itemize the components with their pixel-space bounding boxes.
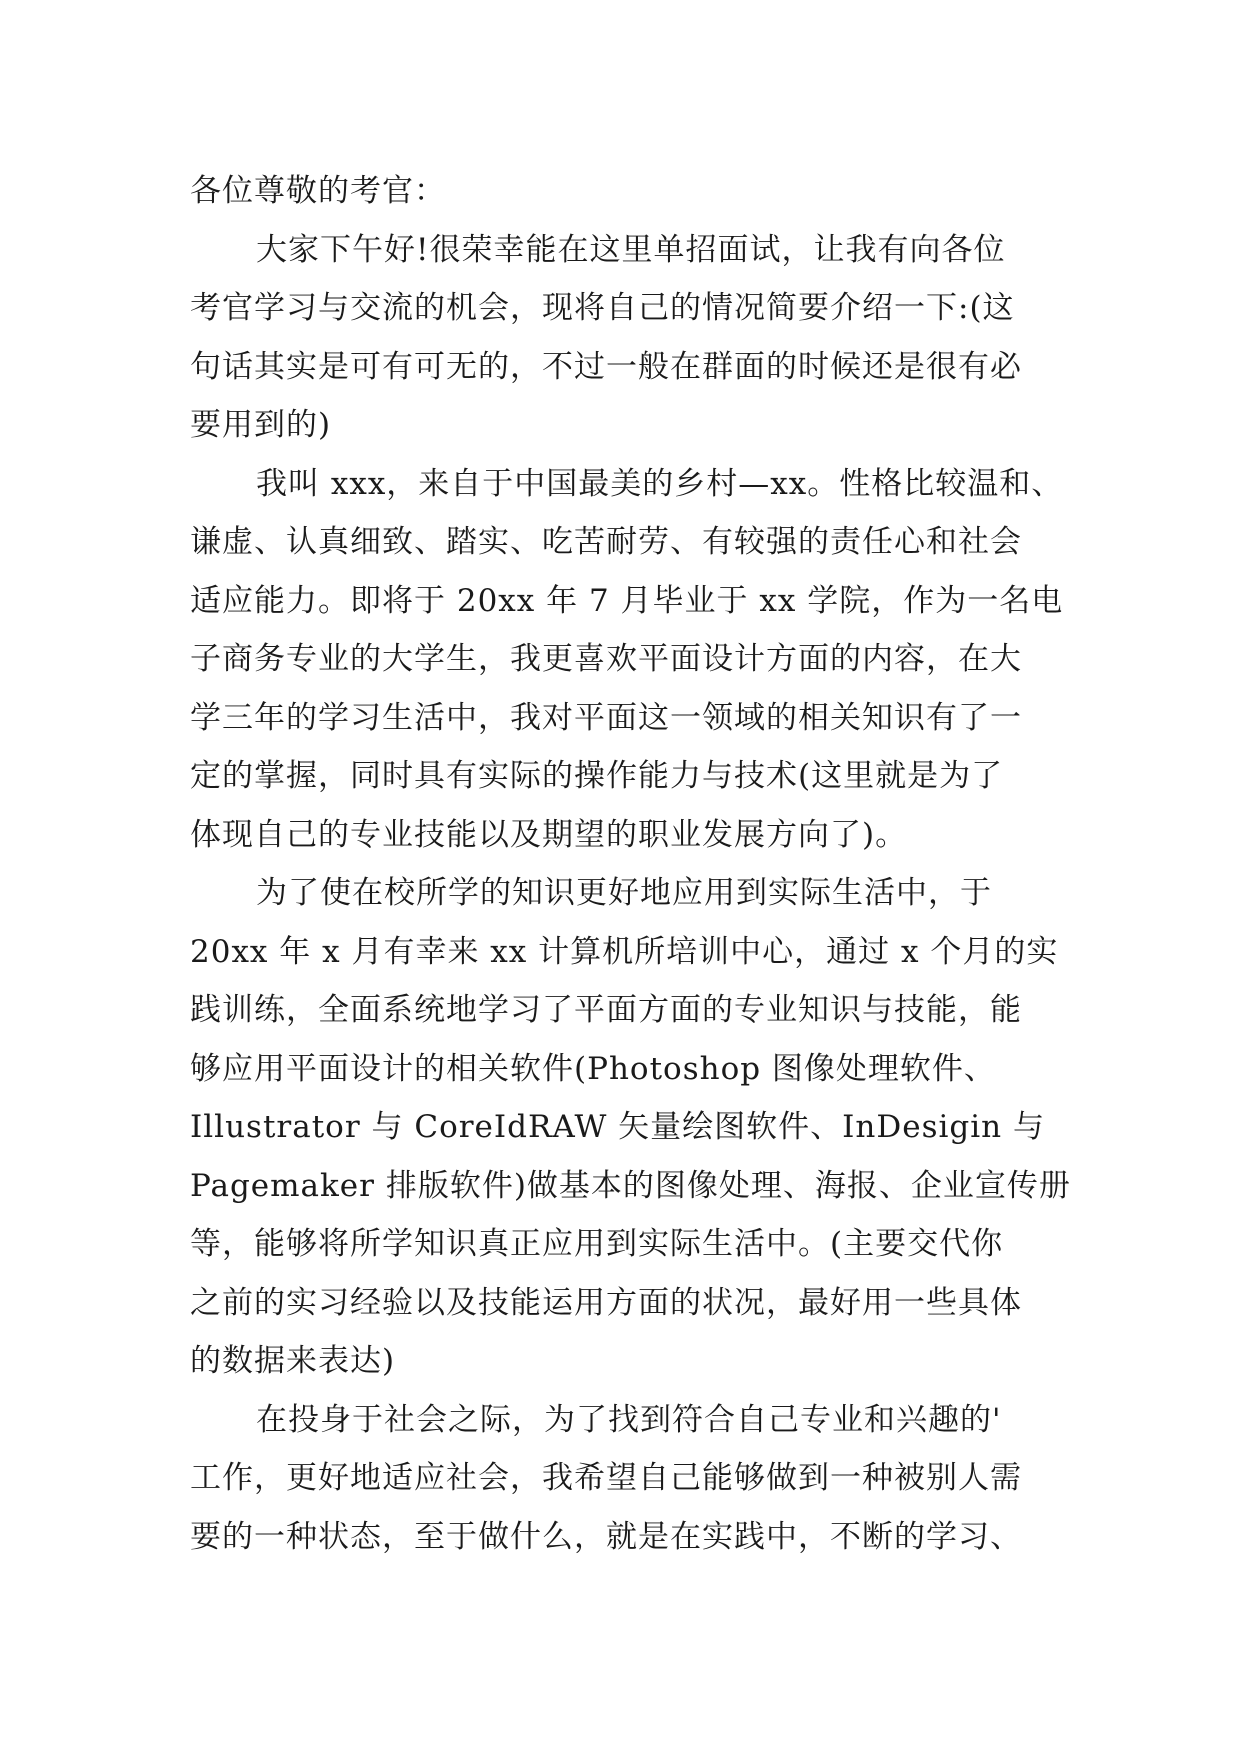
document-body: [190, 162, 1071, 1566]
paragraph-3-line-3: 践训练，全面系统地学习了平面方面的专业知识与技能，能: [190, 992, 1022, 1028]
paragraph-2-line-6: 定的掌握，同时具有实际的操作能力与技术(这里就是为了: [190, 758, 1004, 794]
paragraph-2-line-2: 谦虚、认真细致、踏实、吃苦耐劳、有较强的责任心和社会: [190, 524, 1022, 560]
paragraph-1-line-4: 要用到的): [190, 407, 332, 443]
paragraph-1-line-1: 大家下午好!很荣幸能在这里单招面试，让我有向各位: [256, 231, 1006, 268]
paragraph-1-line-2: 考官学习与交流的机会，现将自己的情况简要介绍一下:(这: [190, 290, 1015, 326]
paragraph-2-line-1: 我叫 xxx，来自于中国最美的乡村—xx。性格比较温和、: [256, 465, 1064, 502]
paragraph-2-line-5: 学三年的学习生活中，我对平面这一领域的相关知识有了一: [190, 699, 1022, 736]
paragraph-2-line-7: 体现自己的专业技能以及期望的职业发展方向了)。: [190, 816, 908, 853]
paragraph-3-line-4: 够应用平面设计的相关软件(Photoshop 图像处理软件、: [190, 1050, 996, 1087]
paragraph-3-line-2: 20xx 年 x 月有幸来 xx 计算机所培训中心，通过 x 个月的实: [190, 933, 1059, 970]
salutation-line: 各位尊敬的考官：: [190, 173, 446, 209]
paragraph-3-line-9: 的数据来表达): [190, 1343, 396, 1379]
paragraph-2-line-4: 子商务专业的大学生，我更喜欢平面设计方面的内容，在大: [190, 641, 1022, 677]
paragraph-3-line-7: 等，能够将所学知识真正应用到实际生活中。(主要交代你: [190, 1226, 1004, 1262]
paragraph-3-line-1: 为了使在校所学的知识更好地应用到实际生活中，于: [256, 875, 992, 911]
paragraph-4-line-1: 在投身于社会之际，为了找到符合自己专业和兴趣的': [256, 1401, 1002, 1438]
paragraph-3-line-5: Illustrator 与 CoreIdRAW 矢量绘图软件、InDesigin 与: [190, 1109, 1045, 1145]
paragraph-3-line-8: 之前的实习经验以及技能运用方面的状况，最好用一些具体: [190, 1284, 1022, 1321]
paragraph-1-line-3: 句话其实是可有可无的，不过一般在群面的时候还是很有必: [190, 348, 1022, 385]
paragraph-3-line-6: Pagemaker 排版软件)做基本的图像处理、海报、企业宣传册: [190, 1167, 1071, 1204]
paragraph-4-line-2: 工作，更好地适应社会，我希望自己能够做到一种被别人需: [190, 1460, 1022, 1496]
paragraph-2-line-3: 适应能力。即将于 20xx 年 7 月毕业于 xx 学院，作为一名电: [190, 582, 1064, 619]
paragraph-4-line-3: 要的一种状态，至于做什么，就是在实践中，不断的学习、: [190, 1518, 1022, 1555]
